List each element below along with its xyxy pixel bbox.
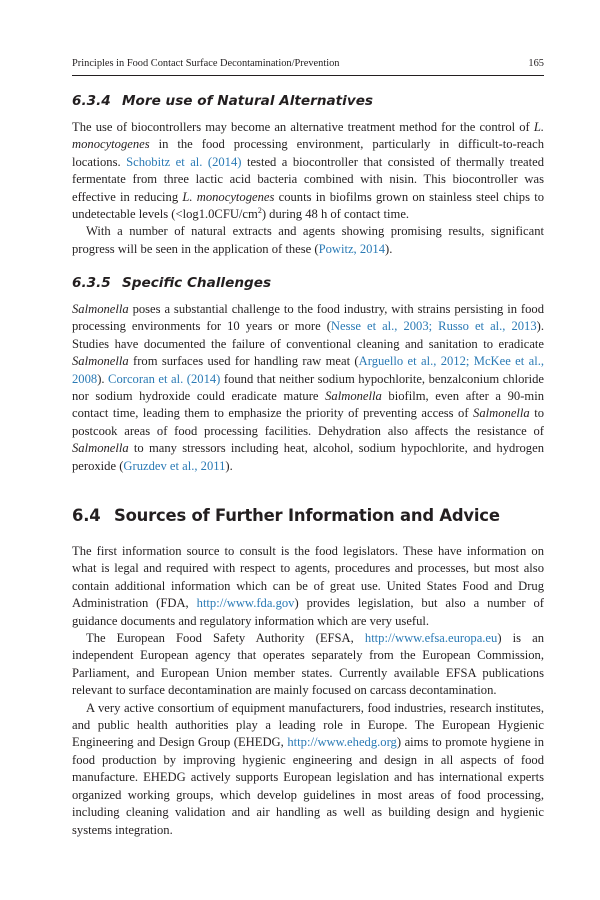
paragraph: The use of biocontrollers may become an alternative treatment method for the control of L. monocytogenes in the food processing environment, particularly in difficult-to-reach locations. Schobitz et al. (2014) tested a biocontroller that consisted of thermally treated fermentate from three lactic acid bacteria combined with nisin. This biocontroller was effective in reducing L. monocytogenes counts in biofilms grown on stainless steel chips to undetectable levels $(<\log 1.0CFU/cm^2)$ during 48 h of contact time. — [72, 120, 545, 222]
page-number: 165 — [528, 58, 544, 69]
section-6-3-4-body — [72, 119, 544, 258]
heading-6-3-4 — [72, 92, 544, 110]
citation-link[interactable]: Nesse et al., 2003; Russo et al., 2013 — [330, 319, 537, 334]
fda-link[interactable]: http://www.fda.gov — [196, 596, 295, 611]
ehedg-link[interactable]: http://www.ehedg.org — [287, 735, 397, 750]
paragraph: The European Food Safety Authority (EFSA, http://www.efsa.europa.eu) is an independent European agency that operates separately from the European Commission, Parliament, and European Union member states. Currently available EFSA publications relevant to surface decontamination are mainly focused on carcass decontamination. — [72, 631, 544, 698]
paragraph: Salmonella poses a substantial challenge to the food industry, with strains persisting in food processing environments for 10 years or more (Nesse et al., 2003; Russo et al., 2013). Studies have documented the failure of conventional cleaning and sanitation to eradicate Salmonella from surfaces used for handling raw meat (Arguello et al., 2012; McKee et al., 2008). Corcoran et al. (2014) found that neither sodium hypochlorite, benzalconium chloride nor sodium hydroxide could eradicate mature Salmonella biofilm, even after a 90-min contact time, leading them to emphasize the priority of preventing access of Salmonella to postcook areas of food processing facilities. Dehydration also affects the resistance of Salmonella to many stressors including heat, alcohol, sodium hypochlorite, and hydrogen peroxide (Gruzdev et al., 2011). — [72, 302, 544, 473]
section-number: 6.3.4 — [72, 93, 111, 109]
heading-6-4 — [72, 505, 544, 526]
section-6-4-body — [72, 543, 544, 839]
running-head — [72, 57, 544, 76]
paragraph: A very active consortium of equipment manufacturers, food industries, research institutes, and public health authorities play a leading role in Europe. The European Hygienic Engineering and Design Group (EHEDG, http://www.ehedg.org) aims to promote hygiene in food production by improving hygienic engineering and design in all aspects of food manufacture. EHEDG actively supports European legislation and has international experts organized working groups, which develop guidelines in most areas of food processing, including cleaning validation and air handling as well as building design and hygienic systems integration. — [72, 700, 544, 837]
section-6-3-5-body — [72, 301, 544, 475]
paragraph: The first information source to consult is the food legislators. These have information on what is legal and required with respect to agents, procedures and processes, but most also contain additional information which can be of great use. United States Food and Drug Administration (FDA, http://www.fda.gov) provides legislation, but also a number of guidance documents and regulatory information which are very useful. — [72, 544, 545, 628]
section-title: Specific Challenges — [122, 275, 272, 291]
citation-link[interactable]: Gruzdev et al., 2011 — [123, 458, 226, 473]
paragraph: With a number of natural extracts and agents showing promising results, significant progress will be seen in the application of these (Powitz, 2014). — [72, 224, 544, 256]
citation-link[interactable]: Powitz, 2014 — [318, 241, 386, 256]
section-title: Sources of Further Information and Advice — [114, 506, 500, 525]
section-title: More use of Natural Alternatives — [122, 93, 374, 109]
section-number: 6.3.5 — [72, 275, 111, 291]
running-head-title: Principles in Food Contact Surface Decontamination/Prevention — [72, 58, 340, 69]
efsa-link[interactable]: http://www.efsa.europa.eu — [364, 631, 498, 646]
citation-link[interactable]: Arguello et al., 2012; McKee et al., 2008 — [72, 354, 544, 386]
heading-6-3-5 — [72, 274, 544, 292]
citation-link[interactable]: Corcoran et al. (2014) — [108, 371, 221, 386]
citation-link[interactable]: Schobitz et al. (2014) — [126, 154, 242, 169]
section-number: 6.4 — [72, 506, 101, 525]
